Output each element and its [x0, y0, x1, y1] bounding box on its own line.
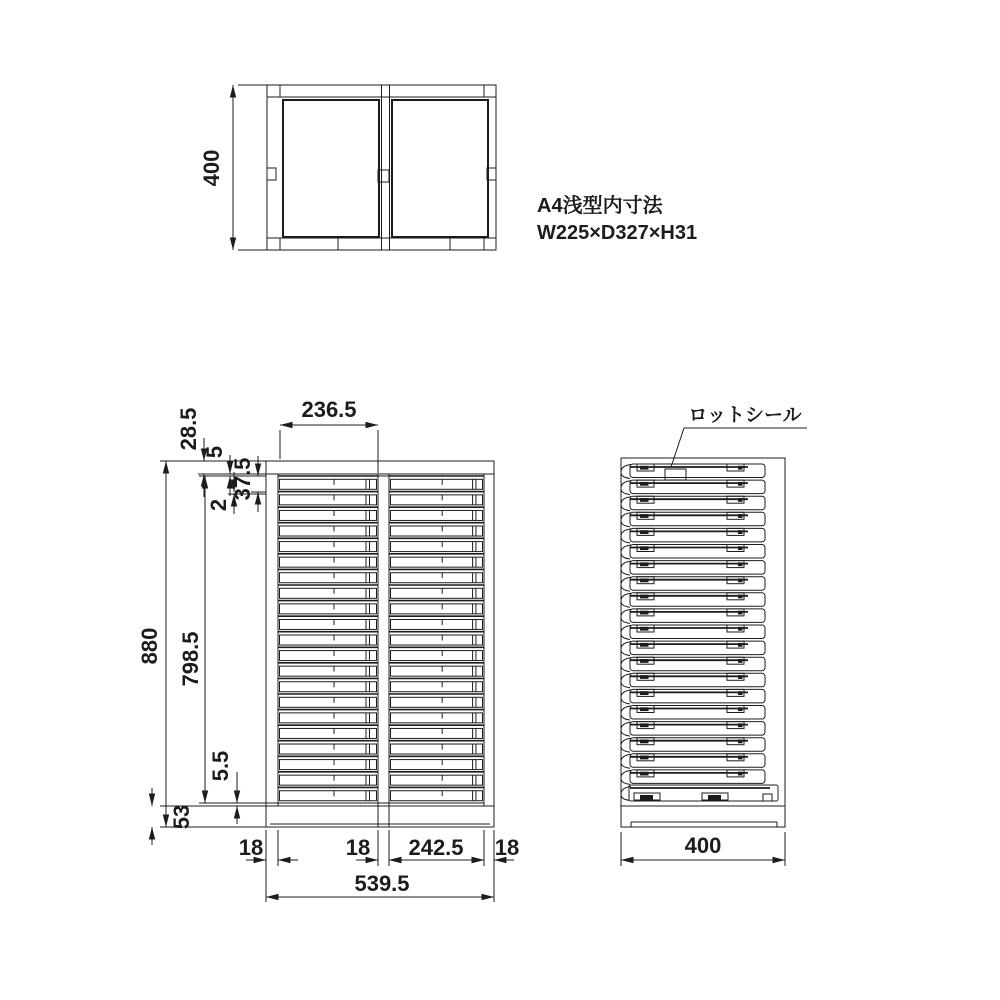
- wall-notch: [267, 168, 276, 180]
- front-dim-lip: 5: [202, 445, 227, 459]
- front-dim-base-height: 53: [169, 804, 194, 830]
- top-dim-depth-label: 400: [199, 149, 224, 187]
- front-dim-wall-right: 18: [494, 835, 520, 860]
- lot-seal-label: ロットシール: [688, 405, 802, 426]
- side-view: [621, 405, 807, 866]
- front-dim-bottom-clearance: 5.5: [208, 750, 233, 782]
- front-dim-opening2-width: 242.5: [408, 835, 464, 860]
- callout-leader-line: [671, 428, 684, 467]
- side-trays: [621, 464, 778, 801]
- front-dim-overall-width: 539.5: [354, 871, 410, 896]
- front-view: [137, 397, 519, 902]
- front-dim-drawer-pitch: 37.5: [230, 457, 255, 501]
- side-dim-width: [621, 832, 785, 866]
- top-view: [199, 85, 496, 250]
- front-dim-wall-left: 18: [238, 835, 264, 860]
- top-opening-left: [283, 100, 379, 237]
- front-dim-top-panel: 28.5: [176, 407, 201, 451]
- product-note-size: W225×D327×H31: [537, 222, 698, 244]
- top-dim-depth: [199, 85, 267, 250]
- front-dim-divider: 18: [345, 835, 371, 860]
- top-opening-right: [392, 100, 488, 237]
- side-dim-width-label: 400: [684, 833, 722, 858]
- front-dim-overall-height: 880: [137, 627, 162, 665]
- front-dim-opening-width: 236.5: [301, 397, 357, 422]
- front-drawers: [278, 476, 484, 801]
- product-note-title: A4浅型内寸法: [537, 195, 663, 217]
- front-dim-stack-height: 798.5: [178, 631, 203, 687]
- product-note: [537, 193, 697, 244]
- lot-seal: [665, 469, 686, 480]
- front-dim-gap: 2: [206, 498, 231, 512]
